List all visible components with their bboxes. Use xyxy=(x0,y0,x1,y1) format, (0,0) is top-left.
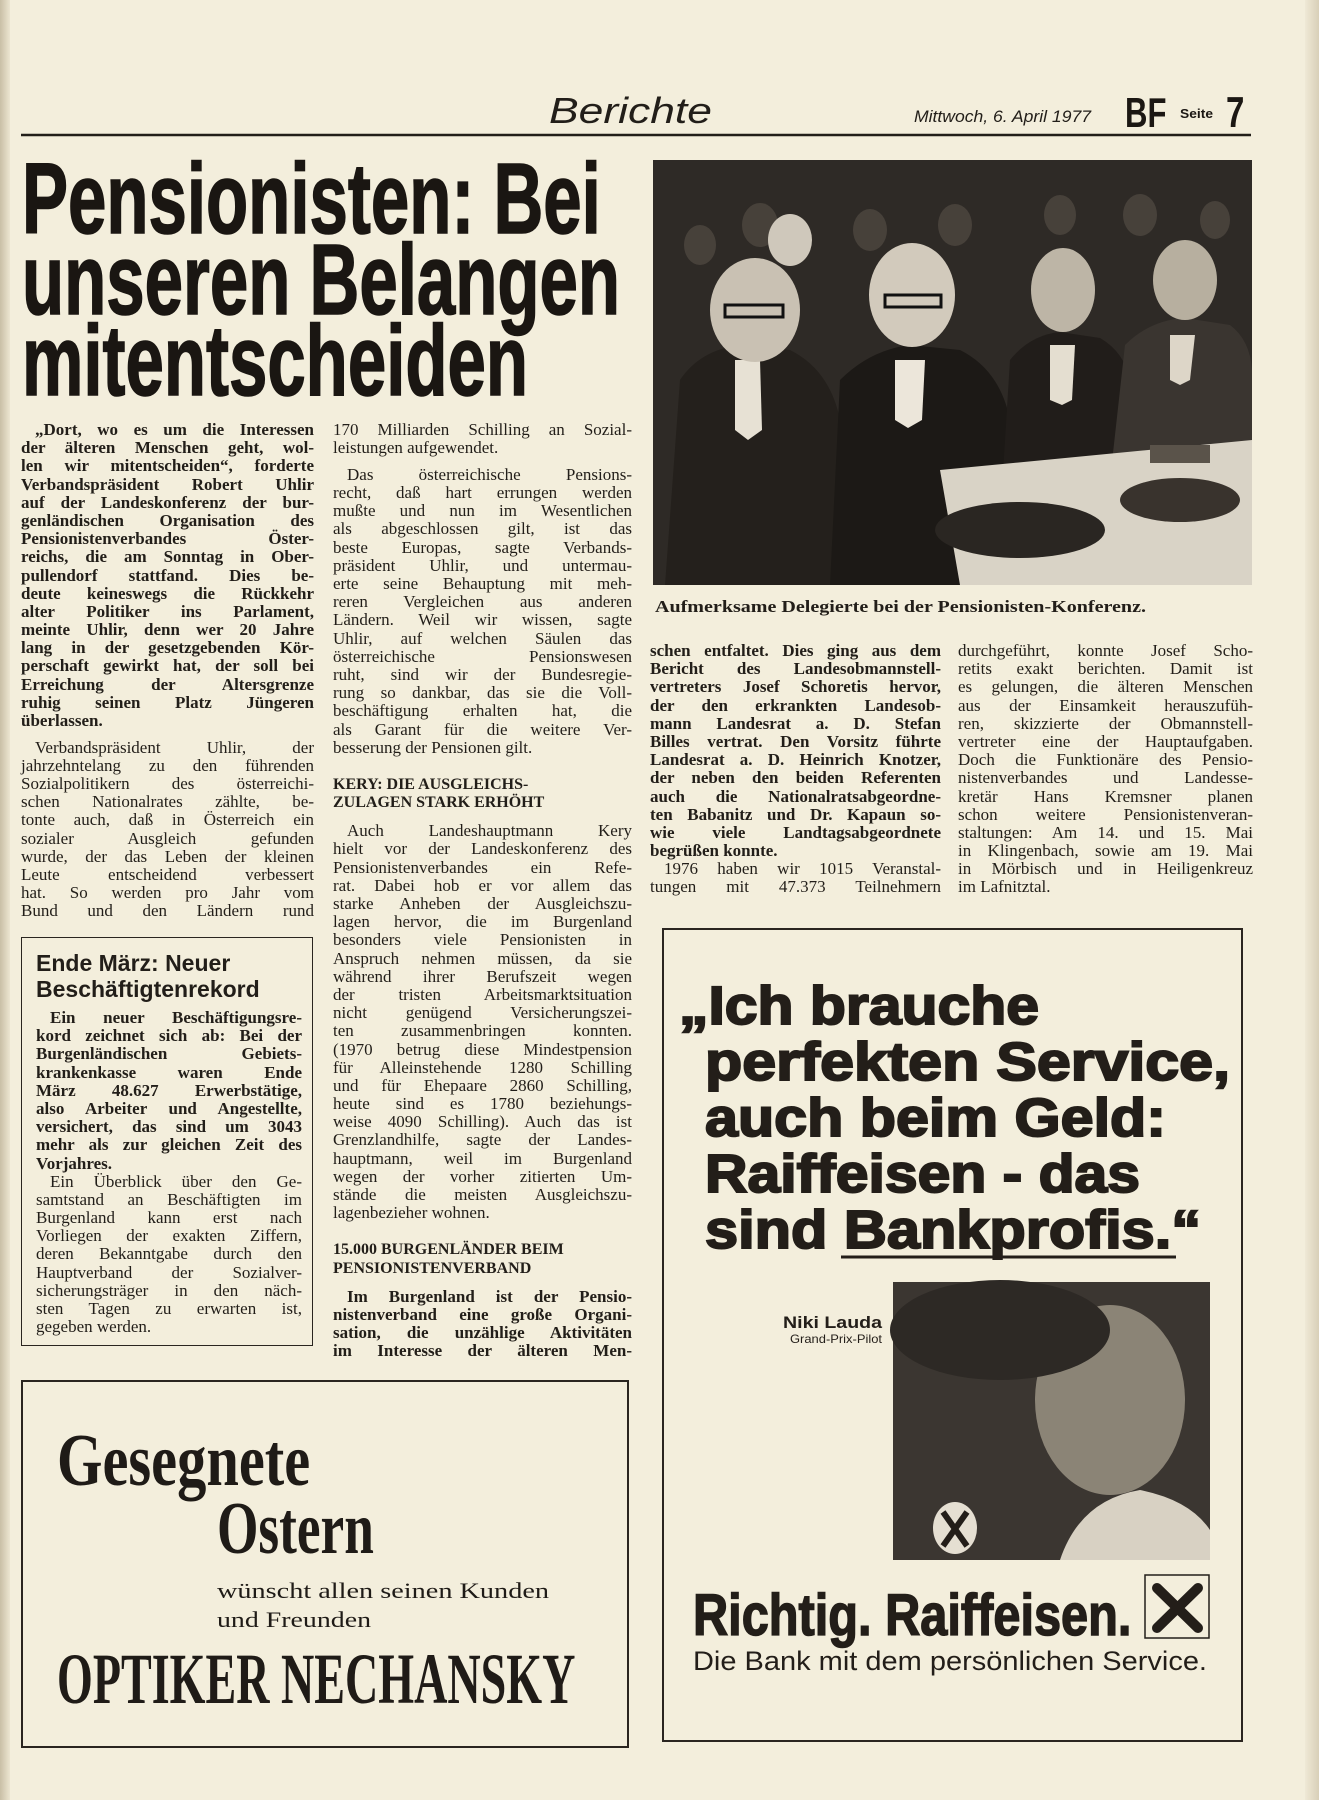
text-line: 170 Milliarden Schilling an Sozial- xyxy=(333,420,632,439)
text-line: beste Europas, sagte Verbands- xyxy=(333,537,632,557)
text-line: mußte und nun im Wesentlichen xyxy=(333,501,632,521)
text-line: im Lafnitztal. xyxy=(958,877,1051,897)
text-line: nicht genügend Versicherungszei- xyxy=(333,1003,632,1023)
text-line: aus der Einsamkeit herauszufüh- xyxy=(958,695,1253,715)
text-line: Vorjahres. xyxy=(36,1153,113,1173)
text-line: Verbandspräsident Robert Uhlir xyxy=(21,474,314,494)
text-line: kretär Hans Kremsner planen xyxy=(958,786,1253,806)
text-line: vertreters Josef Schoretis hervor, xyxy=(650,677,941,697)
text-line: auf der Landeskonferenz der bur- xyxy=(21,492,314,512)
text-line: Verbandspräsident Uhlir, der xyxy=(35,737,314,757)
headline-line: mitentscheiden xyxy=(22,305,529,418)
text-line: perschaft gewirkt hat, der soll bei xyxy=(21,656,314,676)
text-line: rung so dankbar, das sie die Voll- xyxy=(333,683,632,703)
text-line: Das österreichische Pensions- xyxy=(347,464,632,484)
text-line: für Alleinstehende 1280 Schilling xyxy=(333,1057,632,1077)
ad-message-line: wünscht allen seinen Kunden xyxy=(217,1578,549,1603)
ad-person-title: Grand-Prix-Pilot xyxy=(790,1332,883,1346)
text-line: Pensionistenverbandes Öster- xyxy=(21,529,314,549)
text-line: heute sind es 1780 beziehungs- xyxy=(333,1094,632,1114)
text-line: März 48.627 Erwerbstätige, xyxy=(36,1080,302,1100)
text-line: Landesrat a. D. Heinrich Knotzer, xyxy=(650,750,941,770)
text-line: in Mörbisch und in Heiligenkreuz xyxy=(958,859,1253,879)
text-line: Uhlir, auf welchen Säulen das xyxy=(333,628,632,648)
text-line: sten Tagen zu erwarten ist, xyxy=(36,1299,302,1318)
text-line: ten zusammenbringen konnten. xyxy=(333,1021,632,1041)
text-line: präsident Uhlir, und untermau- xyxy=(333,555,632,575)
text-line: krankenkasse waren Ende xyxy=(36,1062,302,1082)
text-line: Ländern. Weil wir wissen, sagte xyxy=(333,610,632,630)
text-line: hielt vor der Landeskonferenz des xyxy=(333,839,632,859)
ad-headline-line: auch beim Geld: xyxy=(705,1088,1166,1148)
text-line: besserung der Pensionen gilt. xyxy=(333,737,533,757)
text-line: PENSIONISTENVERBAND xyxy=(333,1259,532,1277)
ad-greeting-line: Ostern xyxy=(217,1487,374,1570)
text-line: sozialer Ausgleich gefunden xyxy=(21,828,314,848)
text-line: beschäftigung erhalten hat, die xyxy=(333,701,632,721)
sidebar-box-title-line: Ende März: Neuer xyxy=(36,950,231,976)
ad-slogan: Richtig. Raiffeisen. xyxy=(693,1584,1132,1648)
text-line: Auch Landeshauptmann Kery xyxy=(347,821,632,841)
headline-line: unseren Belangen xyxy=(22,224,621,337)
text-line: Ein neuer Beschäftigungsre- xyxy=(50,1008,302,1027)
text-line: „Dort, wo es um die Interessen xyxy=(35,420,314,439)
text-line: schon weitere Pensionistenveran- xyxy=(958,804,1253,824)
ad-headline-line: „Ich brauche xyxy=(679,976,1039,1036)
text-line: reren Vergleichen aus anderen xyxy=(333,592,632,612)
section-title: Berichte xyxy=(549,90,712,131)
text-line: reichs, die am Sonntag in Ober- xyxy=(21,547,314,567)
text-line: len wir mitentscheiden“, forderte xyxy=(21,456,314,476)
text-line: und für Ehepaare 2860 Schilling, xyxy=(333,1075,632,1095)
text-line: in Klingenbach, sowie am 19. Mai xyxy=(958,841,1253,861)
text-line: deren Bekanntgabe durch den xyxy=(36,1244,302,1264)
text-line: ten Babanitz und Dr. Kapaun so- xyxy=(650,804,941,824)
text-line: als abgeschlossen gilt, ist das xyxy=(333,519,632,539)
text-line: also Arbeiter und Angestellte, xyxy=(36,1098,302,1118)
photo-figure-head xyxy=(768,214,812,266)
ad-headline-line: perfekten Service, xyxy=(705,1032,1230,1092)
text-line: besonders viele Pensionisten in xyxy=(333,930,632,950)
text-line: lagen hervor, die im Burgenland xyxy=(333,912,632,932)
text-line: Bund und den Ländern rund xyxy=(21,901,314,921)
text-line: leistungen aufgewendet. xyxy=(333,438,499,458)
text-line: Erreichung der Altersgrenze xyxy=(21,674,314,694)
text-line: erte seine Behauptung mit meh- xyxy=(333,574,632,593)
text-line: Burgenländischen Gebiets- xyxy=(36,1044,302,1064)
text-line: durchgeführt, konnte Josef Scho- xyxy=(958,641,1253,660)
issue-date: Mittwoch, 6. April 1977 xyxy=(914,107,1092,126)
text-line: sation, die unzählige Aktivitäten xyxy=(333,1323,632,1343)
text-line: 15.000 BURGENLÄNDER BEIM xyxy=(333,1241,564,1259)
text-line: gegeben werden. xyxy=(36,1317,152,1337)
photo-hat xyxy=(1120,478,1240,522)
text-line: Vorliegen der exakten Ziffern, xyxy=(36,1226,302,1246)
ad-tagline: Die Bank mit dem persönlichen Service. xyxy=(693,1646,1207,1676)
text-line: ren, skizzierte der Obmannstell- xyxy=(958,713,1253,733)
text-line: genländischen Organisation des xyxy=(21,510,314,530)
raiffeisen-logo-icon xyxy=(1145,1575,1209,1638)
text-line: ruhig seinen Platz Jüngeren xyxy=(21,692,314,712)
text-line: ruht, sind wir der Bundesregie- xyxy=(333,664,632,684)
text-line: nistenverband eine große Organi- xyxy=(333,1304,632,1324)
text-line: österreichische Pensionswesen xyxy=(333,646,632,666)
text-line: als Garant für die weitere Ver- xyxy=(333,719,632,739)
text-line: mann Landesrat a. D. Stefan xyxy=(650,713,941,733)
text-line: Hauptverband der Sozialver- xyxy=(36,1262,302,1282)
ad-headline-line: sind Bankprofis.“ xyxy=(705,1200,1201,1260)
text-line: wurde, der das Leben der kleinen xyxy=(21,846,314,866)
ad-headline-line: Raiffeisen - das xyxy=(705,1144,1140,1204)
text-line: starke Anheben der Ausgleichszu- xyxy=(333,894,632,913)
text-line: Sozialpolitikern des österreichi- xyxy=(21,774,314,794)
photo-hat xyxy=(935,502,1105,558)
text-line: jahrzehntelang zu den führenden xyxy=(21,755,314,775)
text-line: stände die meisten Ausgleichszu- xyxy=(333,1185,632,1204)
text-line: pullendorf stattfand. Dies be- xyxy=(21,565,314,585)
text-line: hat. So werden pro Jahr vom xyxy=(21,883,314,903)
page-label: Seite xyxy=(1180,106,1213,121)
text-line: begrüßen konnte. xyxy=(650,841,778,861)
text-line: Doch die Funktionäre des Pensio- xyxy=(958,750,1253,770)
text-line: tungen mit 47.373 Teilnehmern xyxy=(650,877,941,897)
text-line: der den erkrankten Landesob- xyxy=(650,695,941,715)
text-line: alter Politiker ins Parlament, xyxy=(21,601,314,621)
text-line: sicherungsträger in den näch- xyxy=(36,1280,302,1300)
conference-photo xyxy=(653,160,1252,585)
text-line: Pensionistenverbandes ein Refe- xyxy=(333,857,632,877)
text-line: überlassen. xyxy=(21,711,103,730)
text-line: schen Nationalrates zählte, be- xyxy=(21,792,314,812)
text-line: lagenbezieher wohnen. xyxy=(333,1203,490,1223)
text-line: während ihrer Berufszeit wegen xyxy=(333,966,632,986)
sidebar-box-title-line: Beschäftigtenrekord xyxy=(36,976,260,1002)
page-number: 7 xyxy=(1226,88,1245,138)
ad-person-name: Niki Lauda xyxy=(783,1313,883,1332)
text-line: nistenverbandes und Landesse- xyxy=(958,768,1253,788)
raiffeisen-ad-headline xyxy=(679,976,1230,1260)
text-line: retits exakt berichten. Damit ist xyxy=(958,659,1253,679)
text-line: KERY: DIE AUSGLEICHS- xyxy=(333,775,529,793)
text-line: versichert, das sind um 3043 xyxy=(36,1117,302,1137)
text-line: hauptmann, weil im Burgenland xyxy=(333,1148,632,1168)
text-line: Burgenland kann erst nach xyxy=(36,1208,302,1228)
text-line: der tristen Arbeitsmarktsituation xyxy=(333,984,632,1004)
text-line: im Interesse der älteren Men- xyxy=(333,1341,632,1361)
text-line: Billes vertrat. Den Vorsitz führte xyxy=(650,731,941,751)
ad-message-line: und Freunden xyxy=(217,1607,371,1632)
text-line: weise 4090 Schilling). Auch das ist xyxy=(333,1112,632,1132)
text-line: mehr als zur gleichen Zeit des xyxy=(36,1135,302,1155)
text-line: (1970 betrug diese Mindestpension xyxy=(333,1039,632,1059)
text-line: der älteren Menschen geht, wol- xyxy=(21,438,314,458)
text-line: meinte Uhlir, denn wer 20 Jahre xyxy=(21,620,314,640)
text-line: deute keineswegs die Rückkehr xyxy=(21,583,314,603)
text-line: auch die Nationalratsabgeordne- xyxy=(650,786,941,806)
text-line: ZULAGEN STARK ERHÖHT xyxy=(333,794,545,812)
ad-company-name: OPTIKER NECHANSKY xyxy=(57,1639,576,1720)
optiker-ad xyxy=(57,1421,575,1720)
lauda-portrait-photo xyxy=(890,1280,1210,1560)
text-line: lang in der gesetzgebenden Kör- xyxy=(21,638,314,658)
text-line: der neben den beiden Referenten xyxy=(650,768,941,788)
text-line: rat. Dabei hob er vor allem das xyxy=(333,875,632,895)
photo-folder xyxy=(1150,445,1210,463)
text-line: staltungen: Am 14. und 15. Mai xyxy=(958,822,1253,842)
text-line: tonte auch, daß in Österreich ein xyxy=(21,810,314,830)
text-line: Anspruch nehmen müssen, da sie xyxy=(333,948,632,968)
text-line: samtstand an Beschäftigten im xyxy=(36,1189,302,1209)
text-line: 1976 haben wir 1015 Veranstal- xyxy=(664,859,941,879)
text-line: schen entfaltet. Dies ging aus dem xyxy=(650,641,941,660)
newspaper-logo: BF xyxy=(1125,89,1167,137)
text-line: vertreter eine der Hauptaufgaben. xyxy=(958,731,1253,751)
text-line: Grenzlandhilfe, sagte der Landes- xyxy=(333,1130,632,1150)
text-line: Leute entscheidend verbessert xyxy=(21,865,314,884)
text-line: Bericht des Landesobmannstell- xyxy=(650,659,941,679)
text-line: Im Burgenland ist der Pensio- xyxy=(347,1286,632,1306)
text-line: Ein Überblick über den Ge- xyxy=(50,1171,302,1191)
photo-caption: Aufmerksame Delegierte bei der Pensionisten-Konferenz. xyxy=(655,597,1146,616)
text-line: wie viele Landtagsabgeordnete xyxy=(650,822,941,842)
text-line: recht, daß hart errungen werden xyxy=(333,483,632,503)
text-line: es gelungen, die älteren Menschen xyxy=(958,677,1253,697)
headline-line: Pensionisten: Bei xyxy=(22,143,601,256)
text-line: wegen der vorher zitierten Um- xyxy=(333,1166,632,1186)
headline xyxy=(22,143,620,417)
ad-greeting-line: Gesegnete xyxy=(57,1420,311,1502)
text-line: kord zeichnet sich ab: Bei der xyxy=(36,1026,302,1046)
